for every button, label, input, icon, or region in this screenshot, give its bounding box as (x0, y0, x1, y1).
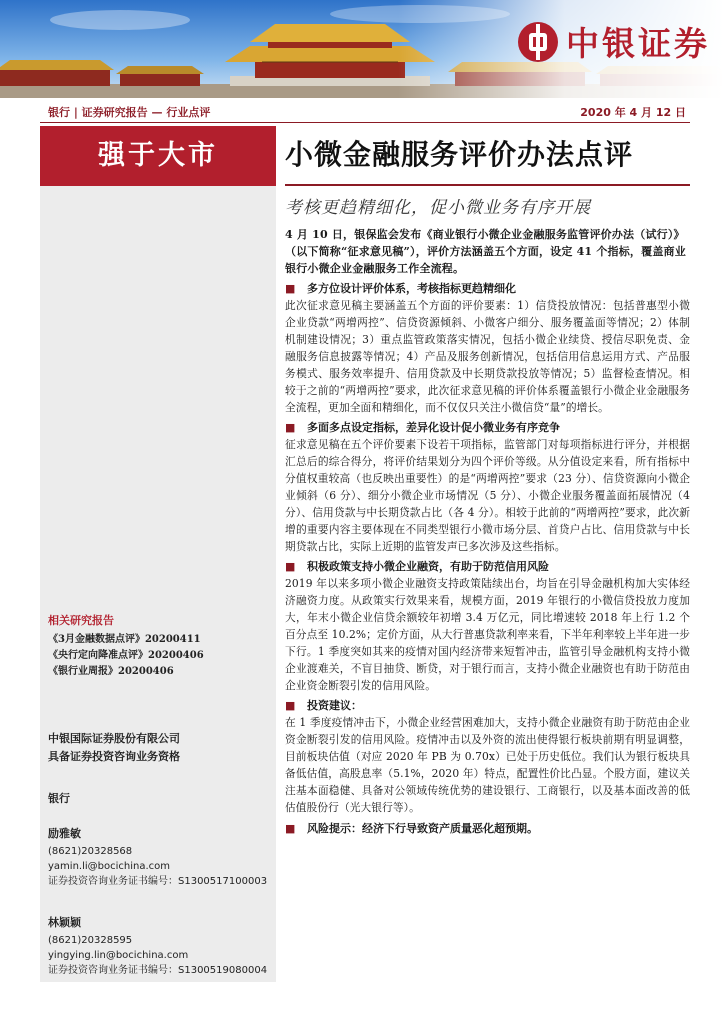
section-heading (285, 419, 690, 436)
related-report-link[interactable]: 《央行定向降准点评》20200406 (48, 650, 204, 661)
section-heading (285, 280, 690, 297)
section-heading-text: 多面多点设定指标，差异化设计促小微业务有序竞争 (307, 421, 560, 434)
section-heading (285, 558, 690, 575)
company-name: 中银国际证券股份有限公司 (48, 732, 180, 745)
report-subheader (40, 103, 690, 123)
square-bullet-icon: ■ (285, 822, 296, 835)
section-body: 2019 年以来多项小微企业融资支持政策陆续出台，均旨在引导金融机构加大实体经济融资力度。从政策实行效果来看，规模方面，2019 年银行的小微信贷投放力度加大，年末小微企业信贷余额较年初增 3.4 万亿元，同比增速较 2018 年上行 1.2 个百分点至 10.2%；定价方面，从大行普惠贷款利率来看，下半年利率较上半年进一步下行。1 季度突如其来的疫情对国内经济带来短暂冲击，监管引导金融机构支持小微企业渡难关，不盲目抽贷、断贷，对于银行而言，支持小微企业融资也有助于防范由企业资金断裂引发的信用风险。 (285, 577, 690, 692)
breadcrumb: 银行 | 证券研究报告 — 行业点评 (48, 106, 211, 119)
section-body: 此次征求意见稿主要涵盖五个方面的评价要素：1）信贷投放情况：包括普惠型小微企业贷款“两增两控”、信贷资源倾斜、小微客户细分、服务覆盖面等情况；2）体制机制建设情况；3）重点监管政策落实情况，包括小微企业续贷、授信尽职免责、金融服务信息披露等情况；4）产品及服务创新情况，包括信用信息运用方式、产品服务模式、服务效率提升、信用贷款及中长期贷款投放等情况；5）监督检查情况。相较于之前的“两增两控”要求，此次征求意见稿的评价体系覆盖银行小微企业金融服务全流程，更加全面和精细化，而不仅仅只关注小微信贷“量”的增长。 (285, 299, 690, 414)
analyst-license: 证券投资咨询业务证书编号：S1300519080004 (48, 965, 268, 976)
related-report-link[interactable]: 《3月金融数据点评》20200411 (48, 634, 201, 645)
section-body: 在 1 季度疫情冲击下，小微企业经营困难加大，支持小微企业融资有助于防范由企业资金断裂引发的信用风险。疫情冲击以及外资的流出使得银行板块前期有明显调整，目前板块估值（对应 2020 年 PB 为 0.70x）已处于历史低位。我们认为银行板块具备低估值，高股息率（5.1%，2020 年）特点，配置性价比凸显。个股方面，建议关注基本面稳健、具备对公领域传统优势的建设银行、工商银行，以及基本面改善的低估值股份行（光大银行等）。 (285, 716, 690, 814)
main-content (285, 126, 690, 837)
sidebar-info (48, 612, 272, 978)
analyst-license: 证券投资咨询业务证书编号：S1300517100003 (48, 876, 268, 887)
related-reports-title: 相关研究报告 (48, 614, 114, 627)
rating-badge: 强于大市 (40, 126, 276, 186)
industry-label: 银行 (48, 792, 70, 805)
analyst-phone: (8621)20328568 (48, 846, 133, 857)
square-bullet-icon: ■ (285, 560, 296, 573)
section-heading-text: 投资建议： (307, 699, 362, 712)
left-sidebar (40, 126, 276, 982)
section-heading-text: 积极政策支持小微企业融资，有助于防范信用风险 (307, 560, 549, 573)
lead-paragraph: 4 月 10 日，银保监会发布《商业银行小微企业金融服务监管评价办法（试行）》（以下简称“征求意见稿”），评价方法涵盖五个方面，设定 41 个指标，覆盖商业银行小微企业金融服务工作全流程。 (285, 228, 686, 275)
analyst-card (48, 915, 272, 978)
risk-warning-text: 风险提示：经济下行导致资产质量恶化超预期。 (307, 822, 538, 835)
company-info (48, 730, 272, 766)
section-body: 征求意见稿在五个评价要素下设若干项指标，监管部门对每项指标进行评分，并根据汇总后的综合得分，将评价结果划分为四个评价等级。从分值设定来看，所有指标中分值权重较高（也反映出重要性）的是“两增两控”要求（23 分）、信贷资源向小微企业倾斜（6 分）、细分小微企业市场情况（5 分）、小微企业服务覆盖面拓展情况（4 分）、信用贷款与中长期贷款占比（各 4 分）。相较于此前的“两增两控”要求，此次新增的重要内容主要体现在不同类型银行小微市场分层、首贷户占比、信用贷款与中长期贷款占比，实际上近期的监管发声已多次涉及这些指标。 (285, 438, 690, 553)
analyst-name: 励雅敏 (48, 827, 81, 840)
analyst-email[interactable]: yingying.lin@bocichina.com (48, 950, 189, 961)
square-bullet-icon: ■ (285, 282, 296, 295)
square-bullet-icon: ■ (285, 699, 296, 712)
related-report-link[interactable]: 《银行业周报》20200406 (48, 666, 174, 677)
brand-logo (518, 18, 710, 65)
risk-warning (285, 820, 690, 837)
report-title: 小微金融服务评价办法点评 (285, 126, 690, 186)
analyst-card (48, 826, 272, 889)
report-date: 2020 年 4 月 12 日 (580, 106, 686, 119)
analyst-phone: (8621)20328595 (48, 935, 133, 946)
brand-name: 中银证券 (566, 24, 710, 63)
analyst-name: 林颖颖 (48, 916, 81, 929)
analyst-email[interactable]: yamin.li@bocichina.com (48, 861, 170, 872)
header-banner (0, 0, 724, 98)
square-bullet-icon: ■ (285, 421, 296, 434)
section-heading-text: 多方位设计评价体系，考核指标更趋精细化 (307, 282, 516, 295)
section-heading (285, 697, 690, 714)
company-qualification: 具备证券投资咨询业务资格 (48, 750, 180, 763)
report-subtitle: 考核更趋精细化，促小微业务有序开展 (285, 198, 591, 218)
bank-of-china-logo-icon (518, 22, 558, 62)
